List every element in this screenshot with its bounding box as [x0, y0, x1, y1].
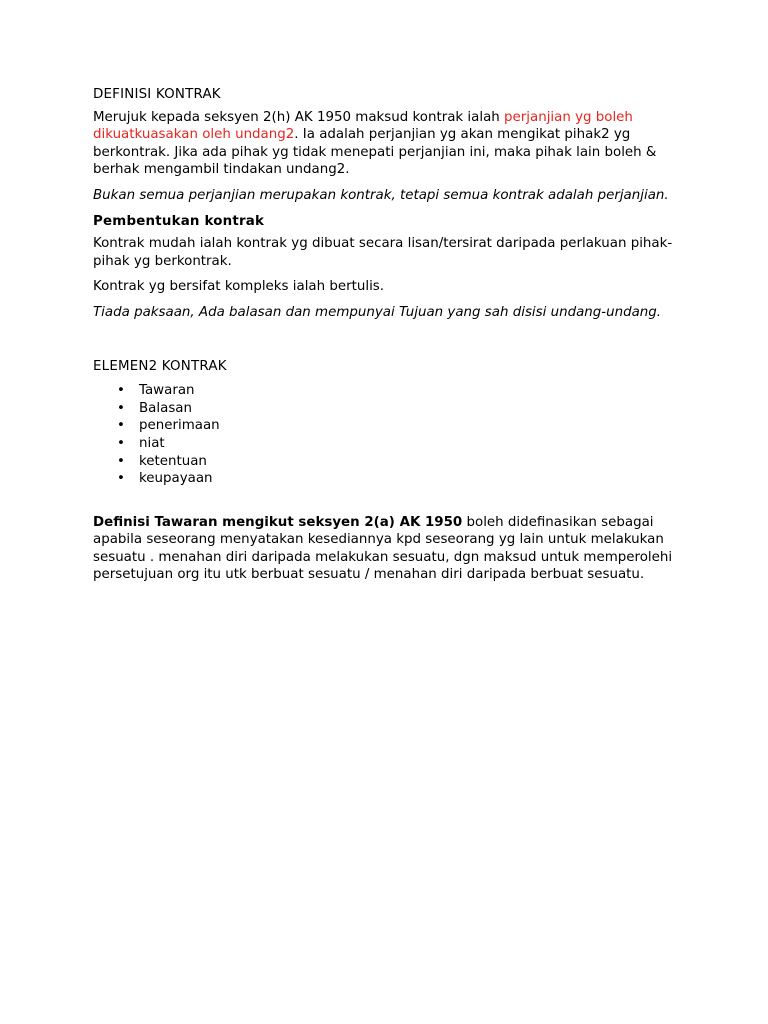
heading-pembentukan-kontrak: Pembentukan kontrak — [93, 213, 265, 229]
list-item — [93, 382, 683, 400]
list-item-label: keupayaan — [139, 471, 213, 487]
spacer — [93, 488, 683, 514]
bullet-icon: • — [117, 383, 125, 399]
paragraph-definisi-text-after: . Ia adalah perjanjian yg akan mengikat pihak2 yg berkontrak. Jika ada pihak yg tidak menepati perjanjian ini, maka pihak lain boleh & berhak mengambil tindakan undang2. — [93, 127, 657, 178]
paragraph-definisi-tawaran-text: boleh didefinasikan sebagai apabila seseorang menyatakan kesediannya kpd seseorang yg lain untuk melakukan sesuatu . menahan diri daripada melakukan sesuatu, dgn maksud untuk memperolehi persetujuan org itu utk berbuat sesuatu / menahan diri daripada berbuat sesuatu. — [93, 514, 673, 583]
list-item-label: penerimaan — [139, 418, 220, 434]
list-item — [93, 400, 683, 418]
highlighted-definition: perjanjian yg boleh dikuatkuasakan oleh undang2 — [93, 109, 633, 143]
list-item-label: ketentuan — [139, 453, 207, 469]
bullet-icon: • — [117, 435, 125, 451]
list-item — [93, 435, 683, 453]
list-item — [93, 453, 683, 471]
elements-list — [93, 382, 683, 488]
bullet-icon: • — [117, 400, 125, 416]
spacer — [93, 330, 683, 358]
heading-definisi-kontrak: DEFINISI KONTRAK — [93, 87, 221, 102]
italic-note-perjanjian: Bukan semua perjanjian merupakan kontrak, tetapi semua kontrak adalah perjanjian. — [93, 187, 669, 203]
list-item — [93, 417, 683, 435]
paragraph-definisi — [93, 109, 683, 179]
bullet-icon: • — [117, 453, 125, 469]
list-item-label: niat — [139, 435, 165, 451]
bullet-icon: • — [117, 418, 125, 434]
heading-elemen-kontrak: ELEMEN2 KONTRAK — [93, 358, 227, 374]
bold-lead-definisi-tawaran: Definisi Tawaran mengikut seksyen 2(a) AK 1950 — [93, 514, 463, 530]
list-item-label: Tawaran — [139, 383, 195, 399]
list-item-label: Balasan — [139, 400, 192, 416]
list-item — [93, 470, 683, 488]
paragraph-kontrak-kompleks: Kontrak yg bersifat kompleks ialah bertulis. — [93, 279, 385, 295]
paragraph-definisi-tawaran — [93, 514, 683, 584]
bullet-icon: • — [117, 471, 125, 487]
paragraph-kontrak-mudah: Kontrak mudah ialah kontrak yg dibuat secara lisan/tersirat daripada perlakuan pihak-pihak yg berkontrak. — [93, 236, 673, 269]
italic-note-syarat: Tiada paksaan, Ada balasan dan mempunyai Tujuan yang sah disisi undang-undang. — [93, 304, 662, 320]
document-page — [93, 86, 683, 592]
paragraph-definisi-text-before: Merujuk kepada seksyen 2(h) AK 1950 maksud kontrak ialah — [93, 109, 505, 125]
